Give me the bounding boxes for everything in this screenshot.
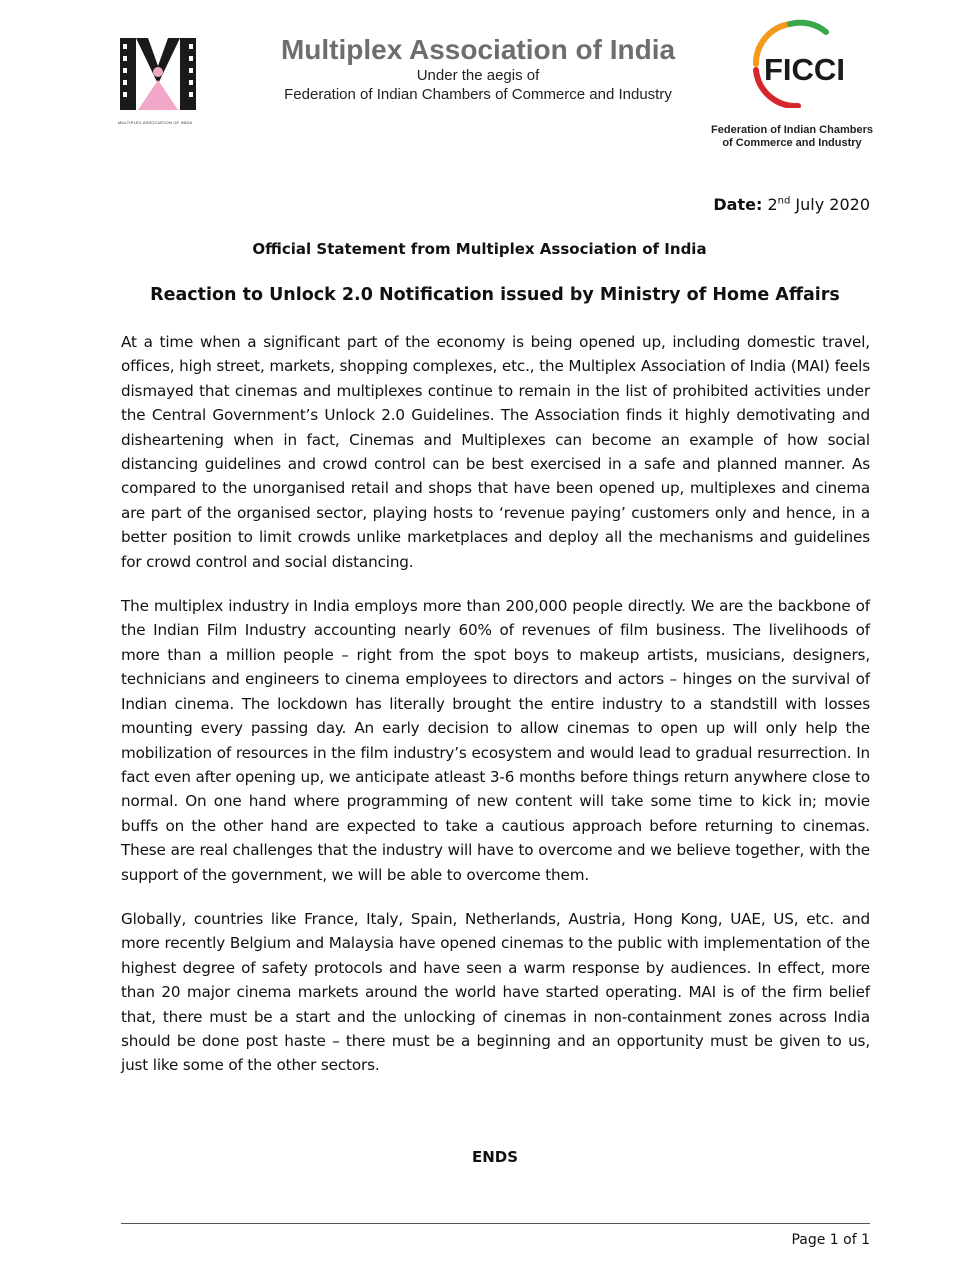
date-colon: : bbox=[755, 195, 763, 214]
paragraph-1: At a time when a significant part of the economy is being opened up, including domestic travel, offices, high street, markets, shopping complexes, etc., the Multiplex Association of India (MAI) feels dismayed that cinemas and multiplexes continue to remain in the list of prohibited activities under the Central Government’s Unlock 2.0 Guidelines. The Association finds it highly demotivating and disheartening when in fact, Cinemas and Multiplexes can become an example of how social distancing guidelines and crowd control can be best exercised in a safe and planned manner. As compared to the unorganised retail and shops that have been opened up, multiplexes and cinema are part of the organised sector, playing hosts to ‘revenue paying’ customers only and hence, in a better position to limit crowds unlike marketplaces and deploy all the mechanisms and guidelines for crowd control and social distancing. bbox=[121, 333, 870, 571]
date-rest: July 2020 bbox=[790, 195, 870, 214]
org-title: Multiplex Association of India bbox=[280, 34, 676, 65]
statement-heading: Official Statement from Multiplex Association of India bbox=[252, 240, 707, 258]
mai-logo-icon bbox=[118, 36, 198, 116]
page-number: Page 1 of 1 bbox=[791, 1232, 870, 1248]
ficci-caption-line2: of Commerce and Industry bbox=[722, 137, 862, 149]
org-subtitle-aegis: Under the aegis of bbox=[416, 67, 540, 84]
ficci-caption bbox=[700, 124, 884, 150]
org-subtitle-federation: Federation of Indian Chambers of Commerce and Industry bbox=[284, 86, 672, 103]
mai-logo bbox=[118, 36, 198, 128]
reaction-heading: Reaction to Unlock 2.0 Notification issued by Ministry of Home Affairs bbox=[150, 285, 840, 305]
date-day: 2 bbox=[767, 195, 778, 214]
ficci-caption-line1: Federation of Indian Chambers bbox=[711, 124, 873, 136]
footer-divider bbox=[121, 1223, 870, 1224]
ficci-logo bbox=[742, 18, 862, 108]
letterhead bbox=[248, 34, 708, 104]
ficci-logo-text: FICCI bbox=[764, 52, 845, 87]
date-line bbox=[713, 195, 870, 214]
statement-body bbox=[121, 330, 870, 1098]
paragraph-2: The multiplex industry in India employs more than 200,000 people directly. We are the backbone of the Indian Film Industry accounting nearly 60% of revenues of film business. The livelihoods of more than a million people – right from the spot boys to makeup artists, musicians, designers, technicians and engineers to cinema employees to directors and actors – hinges on the survival of Indian cinema. The lockdown has literally brought the entire industry to a standstill with losses mounting every passing day. An early decision to allow cinemas to open up will only help the mobilization of resources in the film industry’s ecosystem and would lead to gradual resurrection. In fact even after opening up, we anticipate atleast 3-6 months before things return anywhere close to normal. On one hand where programming of new content will take some time to kick in; movie buffs on the other hand are expected to take a cautious approach before returning to cinemas. These are real challenges that the industry will have to overcome and we believe together, with the support of the government, we will be able to overcome them. bbox=[121, 597, 870, 884]
mai-logo-caption: MULTIPLEX ASSOCIATION OF INDIA bbox=[118, 120, 193, 125]
date-suffix: nd bbox=[777, 195, 791, 207]
paragraph-3: Globally, countries like France, Italy, Spain, Netherlands, Austria, Hong Kong, UAE, US, etc. and more recently Belgium and Malaysia have opened cinemas to the public with implementation of the highest degree of safety protocols and have seen a warm response by audiences. In effect, more than 20 major cinema markets around the world have started operating. MAI is of the firm belief that, there must be a start and the unlocking of cinemas in non-containment zones across India should be done post haste – there must be a beginning and an opportunity must be given to us, just like some of the other sectors. bbox=[121, 909, 870, 1075]
date-label: Date bbox=[713, 195, 756, 214]
ends-marker: ENDS bbox=[471, 1148, 519, 1166]
